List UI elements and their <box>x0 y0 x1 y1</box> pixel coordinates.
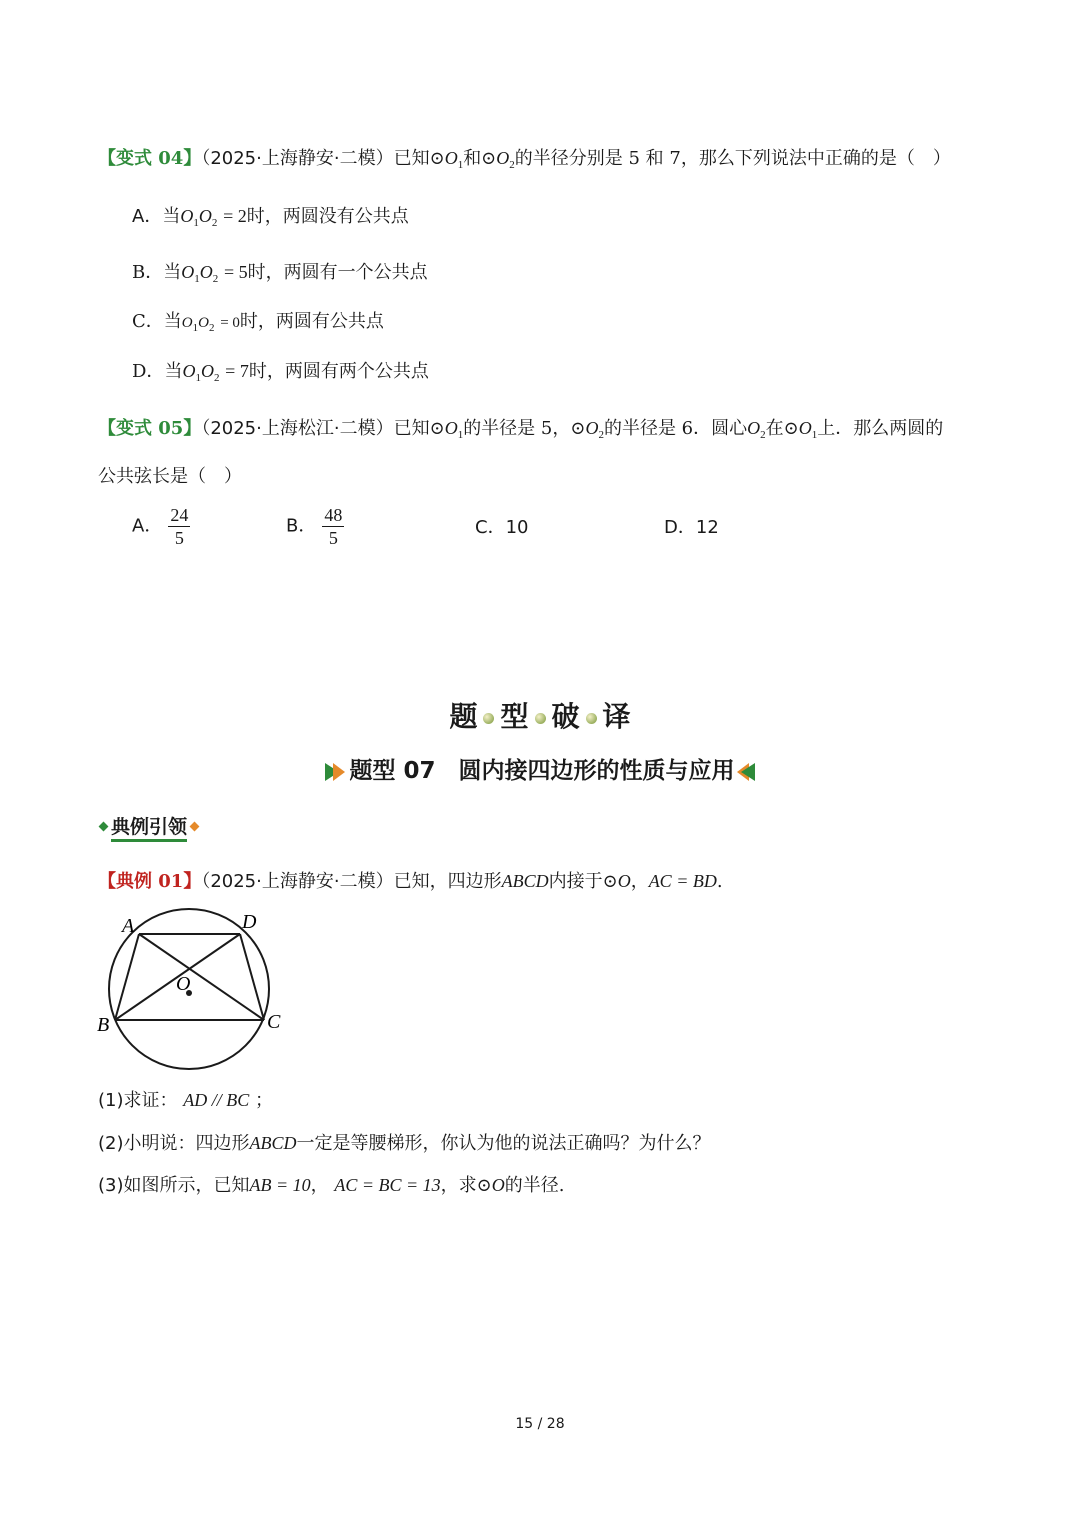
heading-char: 型 <box>500 700 529 733</box>
stem-text: 内接于⊙ <box>548 871 618 892</box>
denominator: 5 <box>328 528 338 548</box>
page-number: 15 / 28 <box>515 1416 565 1432</box>
variant-05-option-b <box>286 504 344 549</box>
question-text: 小明说：四边形 <box>123 1133 250 1154</box>
question-number: (2) <box>98 1133 124 1154</box>
fraction <box>322 504 344 549</box>
option-text: 当 <box>163 311 182 332</box>
equation: AB = 10 <box>249 1175 311 1195</box>
stem-text: 在⊙ <box>765 418 799 439</box>
diamond-icon <box>99 821 109 831</box>
arrow-right-icon <box>333 763 345 781</box>
type-title-text: 题型 07 圆内接四边形的性质与应用 <box>349 758 735 784</box>
numerator: 24 <box>170 505 189 525</box>
circle-name: O <box>617 871 631 891</box>
option-label: D． <box>664 517 696 538</box>
equation: AC = BC = 13 <box>334 1175 441 1195</box>
option-text: 当 <box>162 206 181 227</box>
question-number: (3) <box>98 1175 124 1196</box>
diamond-icon <box>190 821 200 831</box>
heading-char: 题 <box>449 700 478 733</box>
question-text: 求证： <box>123 1090 178 1111</box>
option-label: A． <box>132 206 163 227</box>
variant-05-tag: 【变式 05】 <box>98 418 202 439</box>
variant-04-tag: 【变式 04】 <box>98 148 202 169</box>
option-value: 12 <box>695 517 719 538</box>
example-01-source: （2025·上海静安·二模） <box>201 871 394 892</box>
numerator: 48 <box>324 505 343 525</box>
option-text: 时，两圆有公共点 <box>239 311 384 332</box>
variant-05-stem: 【变式 05】（2025·上海松江·二模）已知$⊙O_1$的半径是 5，$⊙O_2$的半径是 6．圆心$O_2$在$⊙O_1$上．那么两圆的 <box>98 418 944 441</box>
heading-char: 译 <box>602 700 631 733</box>
label-b: B <box>97 1014 110 1036</box>
variant-05-option-d <box>664 516 719 540</box>
question-text: ； <box>254 1090 273 1111</box>
option-value: = 0 <box>220 315 240 331</box>
question-text: 的半径. <box>504 1175 565 1196</box>
stem-text: . <box>716 871 723 892</box>
question-2 <box>98 1131 711 1156</box>
variant-04-option-b: B．当$O_1O_2 = 5$时，两圆有一个公共点 <box>132 262 428 285</box>
question-text: ， <box>310 1175 329 1196</box>
question-text: ，求⊙ <box>440 1175 492 1196</box>
option-label: C． <box>475 517 506 538</box>
option-text: 时，两圆没有公共点 <box>246 206 409 227</box>
label-o: O <box>176 973 191 995</box>
quad-name: ABCD <box>501 871 549 891</box>
variant-05-option-c <box>475 516 528 540</box>
question-text: 如图所示，已知 <box>123 1175 250 1196</box>
variant-05-option-a <box>132 504 190 549</box>
heading-char: 破 <box>551 700 580 733</box>
variant-04-option-a: A．当$O_1O_2 = 2$时，两圆没有公共点 <box>132 206 409 229</box>
option-value: = 5 <box>223 262 248 282</box>
option-value: = 2 <box>223 206 247 226</box>
equation: AD // BC <box>183 1090 250 1110</box>
variant-04-option-c: C．当$O_1O_2 = 0$时，两圆有公共点 <box>132 311 384 334</box>
question-3 <box>98 1173 565 1198</box>
stem-text: 已知，四边形 <box>393 871 502 892</box>
question-1 <box>98 1088 273 1113</box>
denominator: 5 <box>174 528 184 548</box>
variant-04-option-d: D．当$O_1O_2 = 7$时，两圆有两个公共点 <box>132 361 429 384</box>
option-value: 10 <box>505 517 529 538</box>
bullet-dot-icon <box>535 713 546 724</box>
stem-text: 已知⊙ <box>393 148 445 169</box>
option-value: = 7 <box>225 361 249 381</box>
option-text: 当 <box>164 361 183 382</box>
bullet-dot-icon <box>586 713 597 724</box>
variant-04-stem: 【变式 04】（2025·上海静安·二模）已知$⊙O_1$和$⊙O_2$的半径分别是 5 和 7，那么下列说法中正确的是（ ） <box>98 148 951 171</box>
label-d: D <box>242 911 257 933</box>
option-label: B． <box>286 515 317 537</box>
bullet-dot-icon <box>483 713 494 724</box>
stem-text: 的半径是 5，⊙ <box>463 418 586 439</box>
example-heading <box>98 812 200 839</box>
question-number: (1) <box>98 1090 124 1111</box>
stem-text: 的半径是 6．圆心 <box>603 418 748 439</box>
circle-name: O <box>491 1175 505 1195</box>
arrow-left-icon <box>741 763 755 781</box>
variant-04-source: （2025·上海静安·二模） <box>201 148 394 169</box>
variant-05-stem-line2: 公共弦长是（ ） <box>98 466 242 487</box>
quad-name: ABCD <box>249 1133 297 1153</box>
type-heading <box>0 752 1080 785</box>
option-text: 时，两圆有一个公共点 <box>247 262 428 283</box>
option-text: 时，两圆有两个公共点 <box>248 361 429 382</box>
option-label: D． <box>132 361 165 382</box>
option-label: B． <box>132 262 164 283</box>
section-heading <box>0 695 1080 735</box>
example-heading-text: 典例引领 <box>111 816 187 842</box>
variant-05-source: （2025·上海松江·二模） <box>201 418 394 439</box>
label-a: A <box>122 915 135 937</box>
option-text: 当 <box>163 262 182 283</box>
option-label: A． <box>132 515 163 537</box>
label-c: C <box>267 1011 281 1033</box>
stem-text: ， <box>630 871 649 892</box>
example-01-tag: 【典例 01】 <box>98 871 202 892</box>
geometry-figure <box>94 906 294 1076</box>
equation: AC = BD <box>648 871 717 891</box>
stem-text: 已知⊙ <box>393 418 445 439</box>
stem-text: 的半径分别是 5 和 7，那么下列说法中正确的是（ ） <box>514 148 951 169</box>
option-label: C． <box>132 311 164 332</box>
stem-text: 和⊙ <box>463 148 497 169</box>
fraction <box>168 504 190 549</box>
stem-text: 上．那么两圆的 <box>817 418 944 439</box>
example-01-stem <box>98 869 723 894</box>
segment-ac <box>139 934 264 1020</box>
question-text: 一定是等腰梯形，你认为他的说法正确吗？为什么？ <box>296 1133 711 1154</box>
